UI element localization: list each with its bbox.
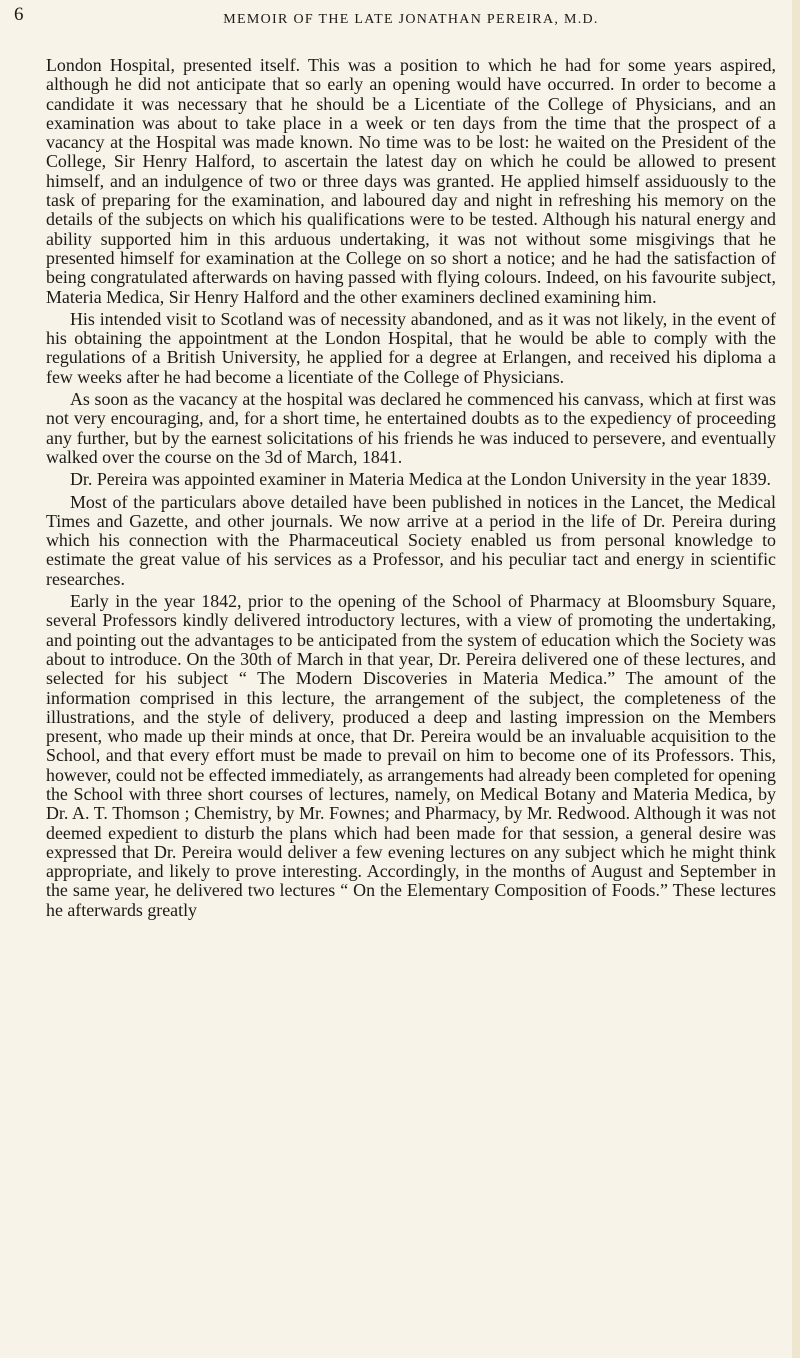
paragraph-scotland-visit: His intended visit to Scotland was of necessity abandoned, and as it was not likely, in the event of his obtaining the appointment at the London Hospital, that he would be able to comply with the regulations of a British University, he applied for a degree at Erlangen, and received his diploma a few weeks after he had become a licentiate of the College of Physicians. [46,308,776,387]
running-head [14,0,776,40]
page-number: 6 [14,4,24,25]
paragraph-particulars: Most of the particulars above detailed have been published in notices in the Lancet, the Medical Times and Gazette, and other journals. We now arrive at a period in the life of Dr. Pereira during which his connection with the Pharmaceutical Society enabled us from personal knowledge to estimate the great value of his services as a Professor, and his peculiar tact and energy in scientific researches. [46,491,776,589]
paragraph-school-of-pharmacy: Early in the year 1842, prior to the opening of the School of Pharmacy at Bloomsbury Square, several Professors kindly delivered introductory lectures, with a view of promoting the undertaking, and pointing out the advantages to be anticipated from the system of education which the Society was about to introduce. On the 30th of March in that year, Dr. Pereira delivered one of these lectures, and selected for his subject “ The Modern Discoveries in Materia Medica.” The amount of the information comprised in this lecture, the arrangement of the subject, the completeness of the illustrations, and the style of delivery, produced a deep and lasting impression on the Members present, who made up their minds at once, that Dr. Pereira would be an invaluable acquisition to the School, and that every effort must be made to prevail on him to become one of its Professors. This, however, could not be effected immediately, as arrangements had already been completed for opening the School with three short courses of lectures, namely, on Medical Botany and Materia Medica, by Dr. A. T. Thomson ; Chemistry, by Mr. Fownes; and Pharmacy, by Mr. Redwood. Although it was not deemed expedient to disturb the plans which had been made for that session, a general desire was expressed that Dr. Pereira would deliver a few evening lectures on any subject which he might think appropriate, and likely to prove interesting. Accordingly, in the months of August and September in the same year, he delivered two lectures “ On the Elementary Composition of Foods.” These lectures he afterwards greatly [46,591,776,920]
paragraph-london-hospital: London Hospital, presented itself. This was a position to which he had for some years aspired, although he did not anticipate that so early an opening would have occurred. In order to become a candidate it was necessary that he should be a Licentiate of the College of Physicians, and an examination was about to take place in a week or ten days from the time that the prospect of a vacancy at the Hospital was made known. No time was to be lost: he waited on the President of the College, Sir Henry Halford, to ascertain the latest day on which he could be allowed to present himself, and an indulgence of two or three days was granted. He applied himself assiduously to the task of preparing for the examination, and laboured day and night in refreshing his memory on the details of the subjects on which his qualifications were to be tested. Although his natural energy and ability supported him in this arduous undertaking, it was not without some misgivings that he presented himself for examination at the College on so short a notice; and he had the satisfaction of being congratulated afterwards on having passed with flying colours. Indeed, on his favourite subject, Materia Medica, Sir Henry Halford and the other examiners declined examining him. [46,55,776,307]
running-title: MEMOIR OF THE LATE JONATHAN PEREIRA, M.D. [223,12,599,27]
paragraph-canvass: As soon as the vacancy at the hospital was declared he commenced his canvass, which at first was not very encouraging, and, for a short time, he entertained doubts as to the expediency of proceeding any further, but by the earnest solicitations of his friends he was induced to persevere, and eventually walked over the course on the 3d of March, 1841. [46,389,776,467]
body-text [46,56,776,920]
page-edge-shadow [792,0,800,1358]
paragraph-examiner: Dr. Pereira was appointed examiner in Materia Medica at the London University in the year 1839. [70,469,771,490]
